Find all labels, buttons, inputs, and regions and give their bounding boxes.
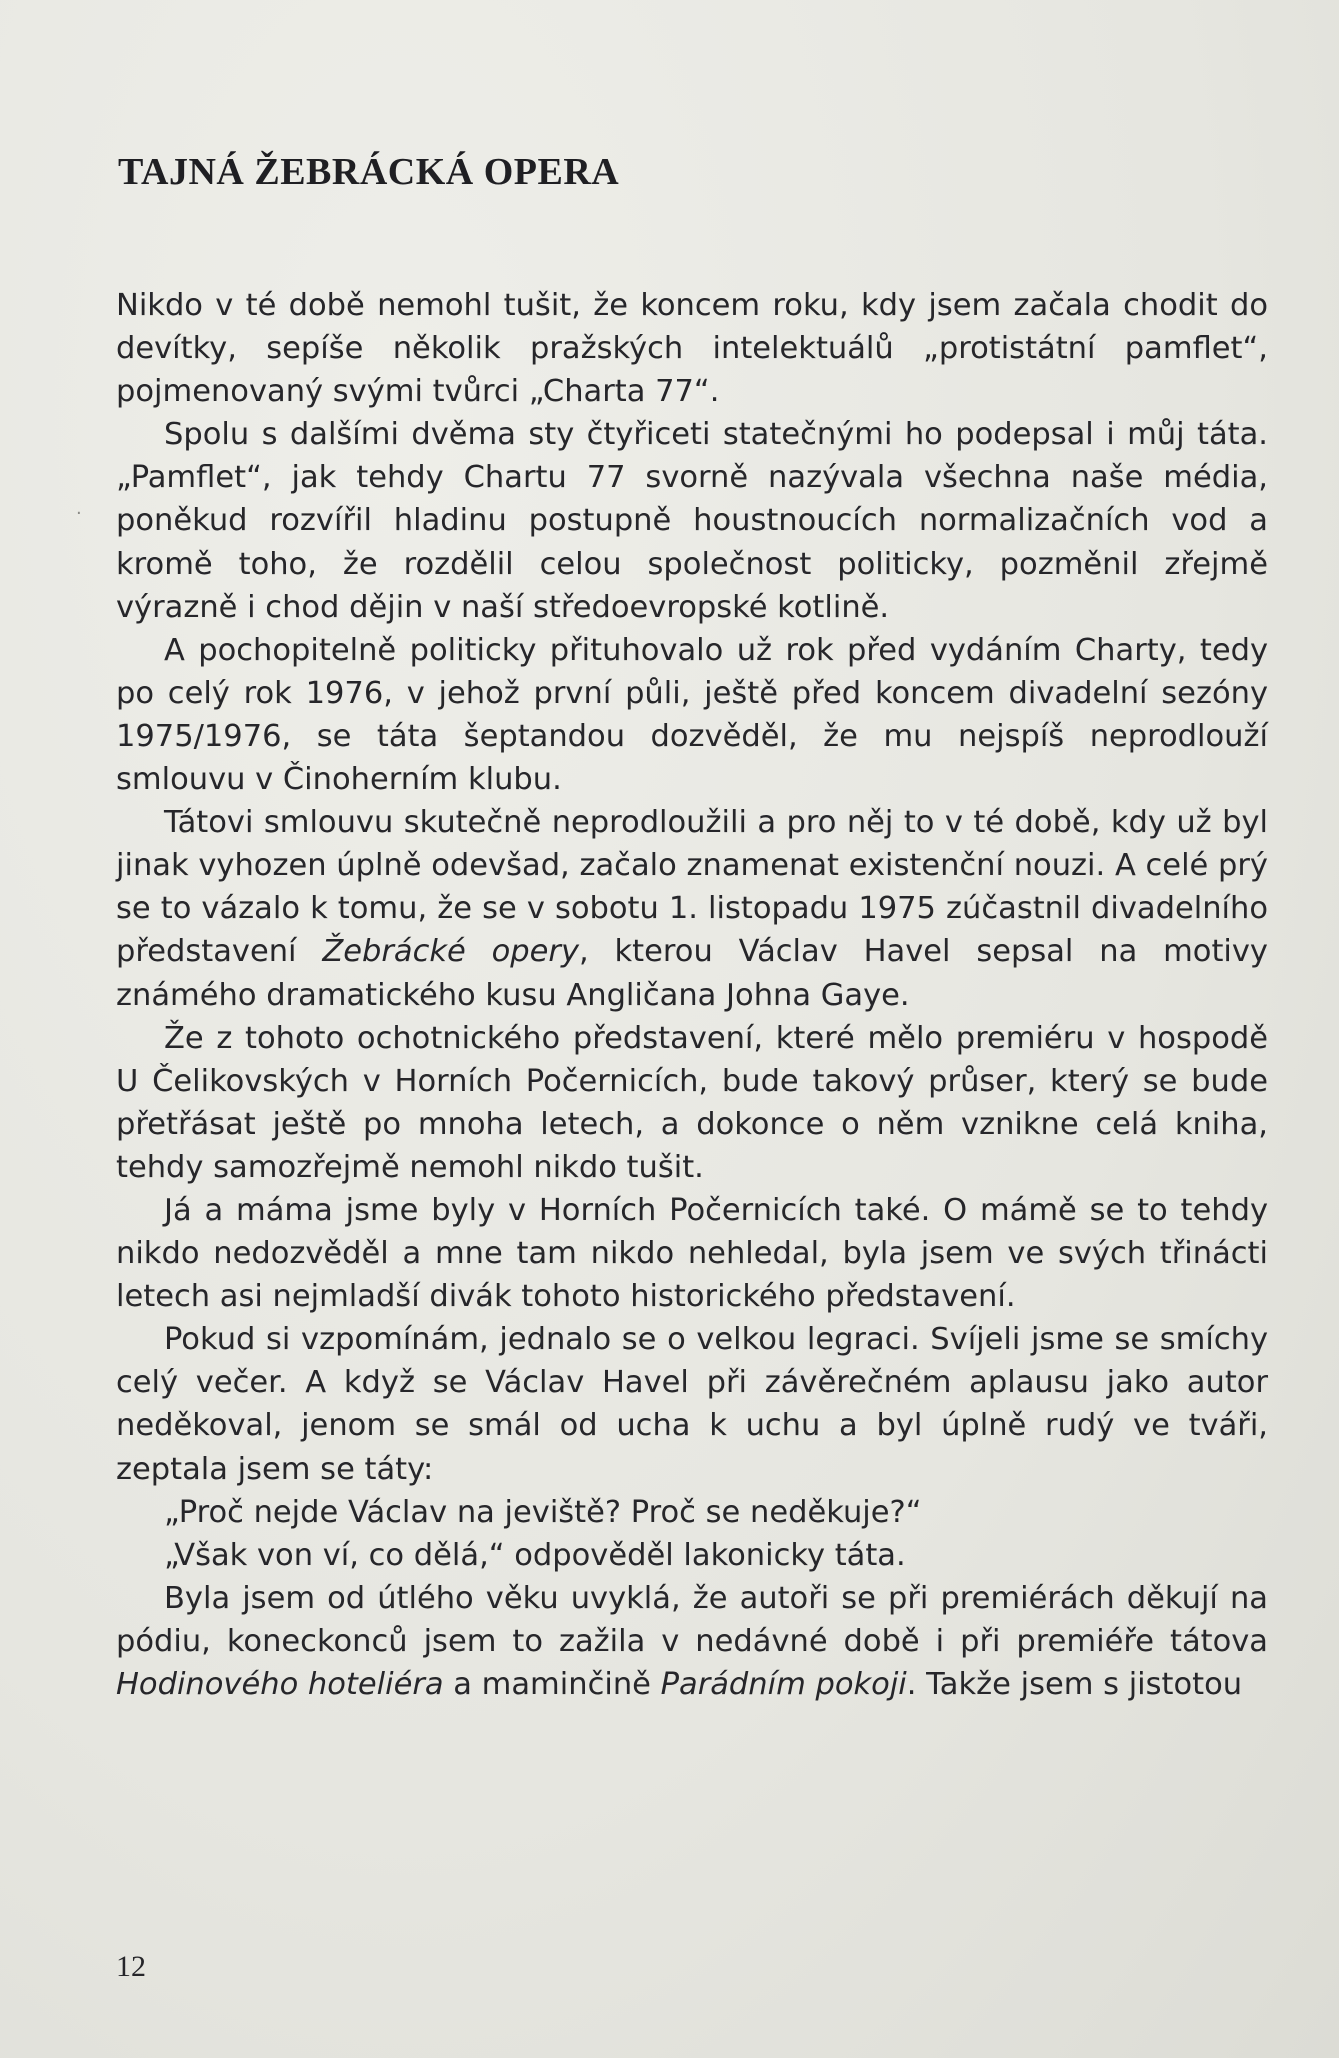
text-run: A pochopitelně politicky přituhovalo už rok před vydáním Charty, tedy po celý rok 1976, v jehož první půli, ještě před koncem divadelní sezóny 1975/1976, se táta šeptandou dozvěděl, že mu nejspíš neprodlouží smlouvu v Činoherním klubu. [116,632,1268,798]
text-run: Tátovi smlouvu skutečně neprodloužili a pro něj to v té době, kdy už byl jinak vyhozen úplně odevšad, začalo znamenat existenční nouzi. A celé prý se to vázalo k tomu, že se v sobotu 1. listopadu 1975 zúčastnil divadelního představení [116,805,1268,970]
paragraph [116,1017,1268,1189]
paragraph [116,1189,1268,1318]
body-text [116,284,1268,1706]
paragraph [116,413,1268,628]
text-run: „Však von ví, co dělá,“ odpověděl lakonicky táta. [164,1537,906,1573]
text-run: . Takže jsem s jistotou [906,1667,1243,1702]
text-run: Já a máma jsme byly v Horních Počernicích také. O mámě se to tehdy nikdo nedozvěděl a mne tam nikdo nehledal, byla jsem ve svých třinácti letech asi nejmladší divák tohoto historického představení. [116,1192,1268,1315]
text-run: Spolu s dalšími dvěma sty čtyřiceti statečnými ho podepsal i můj táta. „Pamflet“, jak tehdy Chartu 77 svorně nazývala všechna naše média, poněkud rozvířil hladinu postupně houstnoucích normalizačních vod a kromě toho, že rozdělil celou společnost politicky, pozměnil zřejmě výrazně i chod dějin v naší středoevropské kotlině. [116,417,1268,625]
text-run: Byla jsem od útlého věku uvyklá, že autoři se při premiérách děkují na pódiu, koneckonců jsem to zažila v nedávné době i při premiéře tátova [116,1580,1268,1659]
paragraph [116,284,1268,413]
paragraph [116,1534,1268,1577]
paragraph [116,1577,1268,1706]
margin-mark: · [76,503,82,524]
text-run: Že z tohoto ochotnického představení, které mělo premiéru v hospodě U Čelikovských v Horních Počernicích, bude takový průser, který se bude přetřásat ještě po mnoha letech, a dokonce o něm vznikne celá kniha, tehdy samozřejmě nemohl nikdo tušit. [116,1020,1268,1185]
paragraph [116,801,1268,1016]
paragraph [116,1318,1268,1490]
italic-title: Žebrácké opery [322,934,579,970]
page-number: 12 [116,1950,146,1983]
italic-title: Hodinového hoteliéra [116,1667,444,1702]
text-run: a maminčině [443,1667,661,1702]
paragraph [116,629,1268,801]
text-run: „Proč nejde Václav na jeviště? Proč se neděkuje?“ [164,1494,922,1530]
italic-title: Parádním pokoji [660,1667,907,1702]
chapter-title: TAJNÁ ŽEBRÁCKÁ OPERA [118,151,620,193]
text-run: , kterou Václav Havel sepsal na motivy známého dramatického kusu Angličana Johna Gaye. [116,934,1268,1013]
paragraph [116,1491,1268,1534]
text-run: Pokud si vzpomínám, jednalo se o velkou legraci. Svíjeli jsme se smíchy celý večer. A když se Václav Havel při závěrečném aplausu jako autor neděkoval, jenom se smál od ucha k uchu a byl úplně rudý ve tváři, zeptala jsem se táty: [116,1322,1268,1487]
text-run: Nikdo v té době nemohl tušit, že koncem roku, kdy jsem začala chodit do devítky, sepíše několik pražských intelektuálů „protistátní pamflet“, pojmenovaný svými tvůrci „Charta 77“. [116,288,1268,410]
